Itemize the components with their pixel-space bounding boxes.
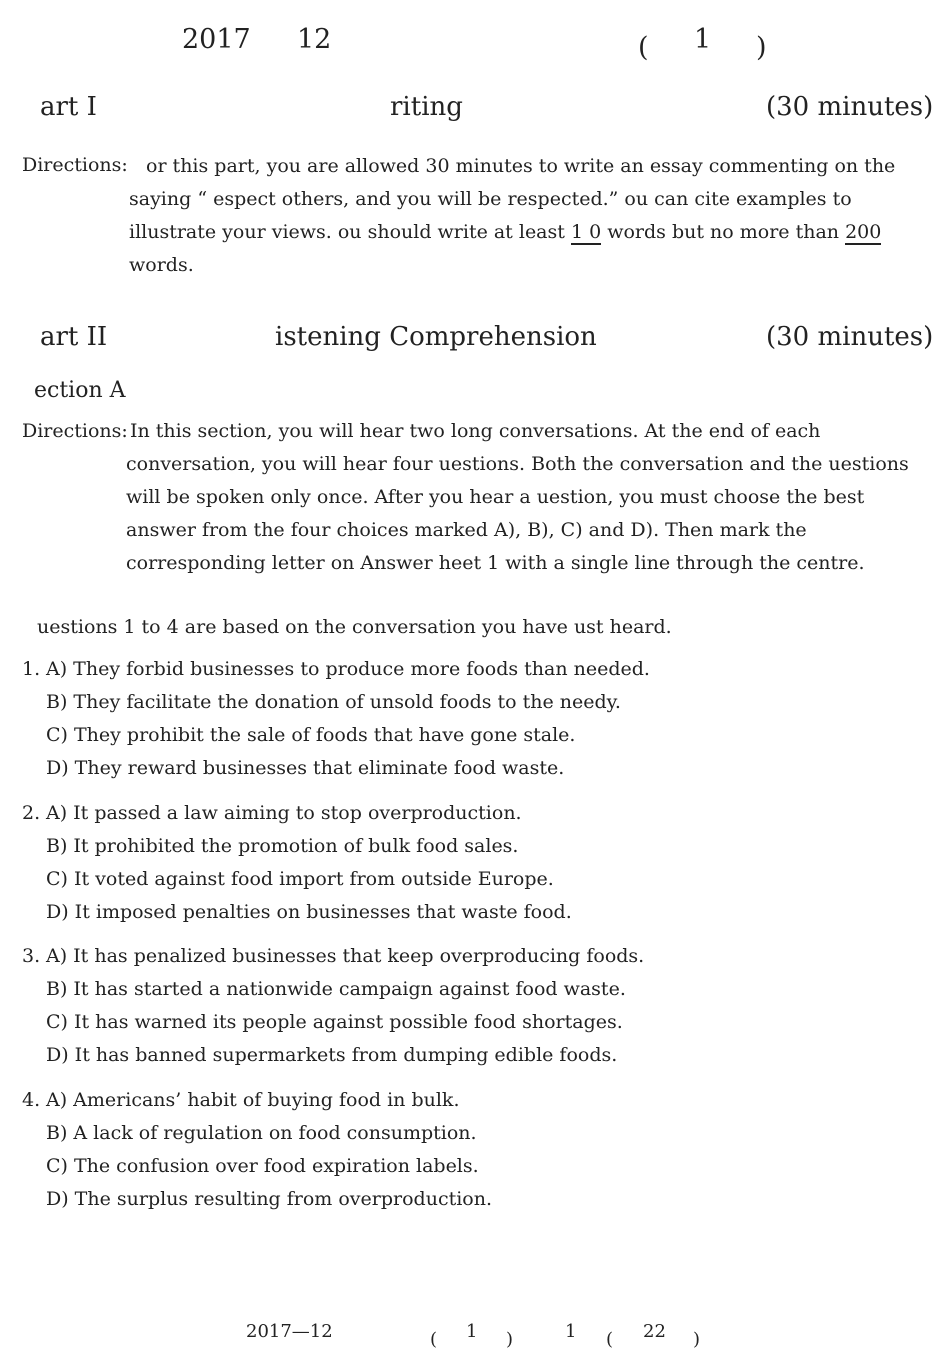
footer-paper-number: 1 bbox=[466, 1321, 478, 1342]
section-a-directions-line: corresponding letter on Answer heet 1 with a single line through the centre. bbox=[126, 552, 865, 574]
section-a-directions-line: answer from the four choices marked A), B), C) and D). Then mark the bbox=[126, 519, 807, 541]
writing-directions-label: Directions: bbox=[22, 154, 128, 176]
option-b[interactable]: B) It has started a nationwide campaign against food waste. bbox=[46, 978, 626, 1000]
option-b[interactable]: B) It prohibited the promotion of bulk food sales. bbox=[46, 835, 519, 857]
header-paper-number: 1 bbox=[694, 24, 712, 55]
option-a[interactable]: A) They forbid businesses to produce more foods than needed. bbox=[46, 658, 650, 680]
option-c[interactable]: C) It voted against food import from outside Europe. bbox=[46, 868, 554, 890]
questions-intro: uestions 1 to 4 are based on the conversation you have ust heard. bbox=[37, 616, 672, 638]
footer-page-number: 1 bbox=[565, 1321, 577, 1342]
footer-total-pages: 22 bbox=[643, 1321, 666, 1342]
question-number: 4. bbox=[22, 1089, 41, 1111]
header-paren-open: ( bbox=[638, 32, 649, 63]
max-words: 200 bbox=[845, 221, 882, 243]
option-d[interactable]: D) They reward businesses that eliminate food waste. bbox=[46, 757, 565, 779]
section-a-directions-label: Directions: bbox=[22, 420, 128, 442]
footer-paren-open: ( bbox=[606, 1329, 614, 1350]
part-2-title: istening Comprehension bbox=[275, 322, 597, 352]
part-1-time: (30 minutes) bbox=[766, 92, 934, 122]
option-a[interactable]: A) It has penalized businesses that keep overproducing foods. bbox=[46, 945, 645, 967]
footer-date: 2017—12 bbox=[246, 1321, 333, 1342]
part-2-time: (30 minutes) bbox=[766, 322, 934, 352]
writing-directions-line: words. bbox=[129, 254, 194, 276]
part-1-title: riting bbox=[390, 92, 463, 122]
option-c[interactable]: C) They prohibit the sale of foods that have gone stale. bbox=[46, 724, 576, 746]
footer-paren-close: ) bbox=[693, 1329, 701, 1350]
section-a-directions-line: conversation, you will hear four uestions. Both the conversation and the uestions bbox=[126, 453, 909, 475]
question-number: 2. bbox=[22, 802, 41, 824]
header-paren-close: ) bbox=[756, 32, 767, 63]
option-a[interactable]: A) Americans’ habit of buying food in bulk. bbox=[46, 1089, 460, 1111]
section-a-directions-line: will be spoken only once. After you hear a uestion, you must choose the best bbox=[126, 486, 865, 508]
option-d[interactable]: D) The surplus resulting from overproduction. bbox=[46, 1188, 493, 1210]
writing-directions-line: or this part, you are allowed 30 minutes to write an essay commenting on the bbox=[146, 155, 896, 177]
section-a-directions-line: In this section, you will hear two long conversations. At the end of each bbox=[130, 420, 821, 442]
option-d[interactable]: D) It imposed penalties on businesses that waste food. bbox=[46, 901, 572, 923]
option-a[interactable]: A) It passed a law aiming to stop overproduction. bbox=[46, 802, 522, 824]
option-c[interactable]: C) It has warned its people against possible food shortages. bbox=[46, 1011, 623, 1033]
footer-paren-close: ) bbox=[506, 1329, 514, 1350]
writing-directions-line: saying “ espect others, and you will be respected.” ou can cite examples to bbox=[129, 188, 852, 210]
option-b[interactable]: B) They facilitate the donation of unsold foods to the needy. bbox=[46, 691, 621, 713]
footer-paren-open: ( bbox=[430, 1329, 438, 1350]
question-number: 3. bbox=[22, 945, 41, 967]
header-year: 2017 bbox=[182, 24, 251, 55]
part-1-label: art I bbox=[40, 92, 97, 122]
option-b[interactable]: B) A lack of regulation on food consumption. bbox=[46, 1122, 477, 1144]
option-c[interactable]: C) The confusion over food expiration labels. bbox=[46, 1155, 479, 1177]
option-d[interactable]: D) It has banned supermarkets from dumping edible foods. bbox=[46, 1044, 618, 1066]
part-2-label: art II bbox=[40, 322, 108, 352]
min-words: 1 0 bbox=[570, 221, 602, 243]
writing-directions-line: illustrate your views. ou should write at least 1 0 words but no more than 200 bbox=[129, 221, 882, 243]
question-number: 1. bbox=[22, 658, 41, 680]
section-a-title: ection A bbox=[34, 378, 126, 403]
header-month: 12 bbox=[297, 24, 332, 55]
